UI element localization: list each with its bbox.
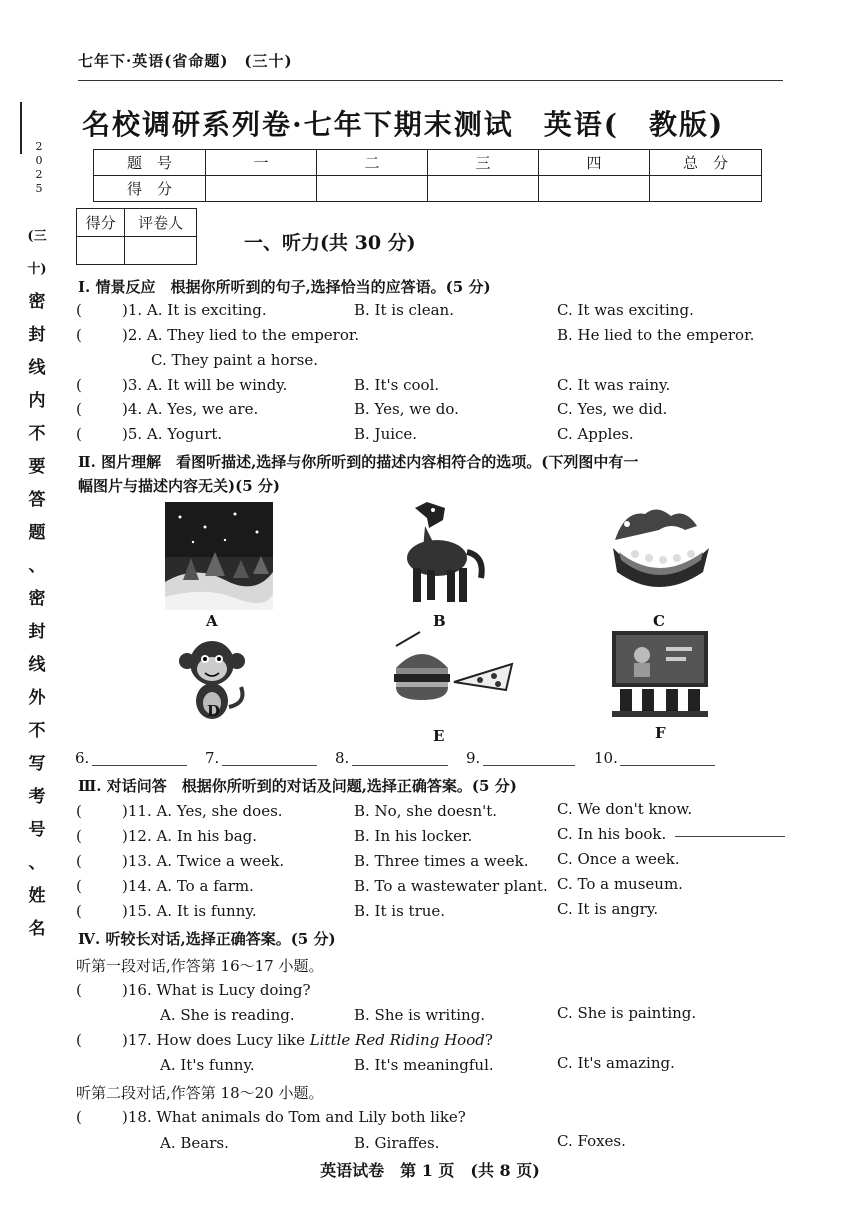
answer-paren[interactable]: ( — [76, 852, 82, 870]
option-b: B. In his locker. — [354, 827, 473, 845]
seal-char: 线 — [28, 358, 46, 378]
stage-show-icon — [612, 631, 708, 721]
side-year-digit: 5 — [35, 182, 43, 195]
score-cell: 四 — [539, 150, 650, 176]
picture-label-c: C — [653, 612, 665, 630]
snow-night-icon — [165, 502, 273, 610]
score-cell: 一 — [206, 150, 317, 176]
side-year-digit: 2 — [35, 140, 43, 153]
seal-char: 要 — [28, 457, 46, 477]
option-b: B. She is writing. — [354, 1006, 486, 1024]
section-3-heading: Ⅲ. 对话问答 根据你所听到的对话及问题,选择正确答案。(5 分) — [78, 777, 517, 795]
question-3: )3. A. It will be windy. — [122, 376, 288, 394]
blank-label-9: 9. — [466, 749, 481, 767]
page-footer: 英语试卷 第 1 页 (共 8 页) — [320, 1161, 540, 1180]
option-c: C. It's amazing. — [557, 1054, 675, 1072]
answer-paren[interactable]: ( — [76, 326, 82, 344]
score-cell: 三 — [428, 150, 539, 176]
seal-char: 密 — [28, 292, 46, 312]
option-c: C. It was rainy. — [557, 376, 671, 394]
section-2-heading: Ⅱ. 图片理解 看图听描述,选择与你所听到的描述内容相符合的选项。(下列图中有一 — [78, 453, 639, 471]
question-17 — [122, 1031, 493, 1049]
picture-label-b: B — [433, 612, 446, 630]
question-4: )4. A. Yes, we are. — [122, 400, 259, 418]
burger-pizza-icon — [390, 628, 520, 708]
question-17-text: )17. How does Lucy like — [122, 1031, 310, 1049]
book-title: Little Red Riding Hood — [309, 1031, 485, 1049]
blank-label-8: 8. — [335, 749, 350, 767]
answer-paren[interactable]: ( — [76, 802, 82, 820]
section-2-heading-cont: 幅图片与描述内容无关)(5 分) — [78, 477, 280, 495]
answer-paren[interactable]: ( — [76, 1031, 82, 1049]
side-year-digit: 0 — [35, 154, 43, 167]
option-b: B. It is clean. — [354, 301, 454, 319]
option-c: C. She is painting. — [557, 1004, 697, 1022]
answer-paren[interactable]: ( — [76, 877, 82, 895]
part-title: 一、听力(共 30 分) — [244, 232, 416, 254]
option-c: C. Apples. — [557, 425, 634, 443]
option-b: B. It's cool. — [354, 376, 440, 394]
picture-label-f: F — [655, 724, 666, 742]
option-b: B. Three times a week. — [354, 852, 529, 870]
score-input-cell[interactable] — [428, 176, 539, 202]
option-a: A. It's funny. — [160, 1056, 255, 1074]
option-c: C. In his book. — [557, 825, 667, 843]
score-table — [93, 149, 762, 202]
seal-char: 写 — [28, 754, 46, 774]
score-cell: 二 — [317, 150, 428, 176]
binding-bracket — [12, 102, 22, 154]
option-c: C. To a museum. — [557, 875, 683, 893]
seal-char: 名 — [28, 919, 46, 939]
question-11: )11. A. Yes, she does. — [122, 802, 283, 820]
answer-paren[interactable]: ( — [76, 981, 82, 999]
score-table-score-row — [94, 176, 762, 202]
question-15: )15. A. It is funny. — [122, 902, 257, 920]
score-input-cell[interactable] — [650, 176, 762, 202]
question-16: )16. What is Lucy doing? — [122, 981, 311, 999]
question-2: )2. A. They lied to the emperor. — [122, 326, 360, 344]
seal-char: 姓 — [28, 886, 46, 906]
seal-char: 不 — [28, 424, 46, 444]
score-input-cell[interactable] — [206, 176, 317, 202]
dragon-boat-icon — [605, 500, 713, 600]
option-b: B. No, she doesn't. — [354, 802, 498, 820]
section-1-heading: Ⅰ. 情景反应 根据你所听到的句子,选择恰当的应答语。(5 分) — [78, 278, 491, 296]
option-c: C. It was exciting. — [557, 301, 694, 319]
seal-char: 线 — [28, 655, 46, 675]
question-5: )5. A. Yogurt. — [122, 425, 223, 443]
answer-paren[interactable]: ( — [76, 827, 82, 845]
option-c: C. Once a week. — [557, 850, 680, 868]
answer-paren[interactable]: ( — [76, 1108, 82, 1126]
seal-char: (三十) — [27, 229, 47, 277]
score-table-header-row — [94, 150, 762, 176]
seal-char: 号 — [28, 820, 46, 840]
picture-label-e: E — [433, 727, 445, 745]
option-b: B. It's meaningful. — [354, 1056, 494, 1074]
seal-char: 考 — [28, 787, 46, 807]
answer-paren[interactable]: ( — [76, 425, 82, 443]
option-c: C. It is angry. — [557, 900, 659, 918]
seal-char: 、 — [28, 556, 46, 576]
dialog-2-instruction: 听第二段对话,作答第 18～20 小题。 — [76, 1084, 324, 1102]
option-b: B. It is true. — [354, 902, 446, 920]
seal-char: 外 — [28, 688, 46, 708]
exam-title: 名校调研系列卷·七年下期末测试 英语( 教版) — [82, 108, 725, 141]
horse-icon — [385, 498, 489, 610]
question-12: )12. A. In his bag. — [122, 827, 258, 845]
series-header: 七年下·英语(省命题) (三十) — [78, 52, 293, 70]
option-a: A. She is reading. — [160, 1006, 295, 1024]
option-b: B. Juice. — [354, 425, 418, 443]
seal-char: 答 — [28, 490, 46, 510]
blank-label-7: 7. — [205, 749, 220, 767]
seal-char: 封 — [28, 325, 46, 345]
question-mark: ? — [484, 1031, 493, 1049]
score-cell: 题 号 — [94, 150, 206, 176]
score-input-cell[interactable] — [317, 176, 428, 202]
question-14: )14. A. To a farm. — [122, 877, 254, 895]
question-1: )1. A. It is exciting. — [122, 301, 267, 319]
seal-char: 密 — [28, 589, 46, 609]
grader-table — [76, 208, 197, 265]
question-18: )18. What animals do Tom and Lily both like? — [122, 1108, 466, 1126]
option-c: C. Yes, we did. — [557, 400, 668, 418]
blank-label-6: 6. — [75, 749, 90, 767]
seal-char: 、 — [28, 853, 46, 873]
option-b: B. Giraffes. — [354, 1134, 440, 1152]
dialog-1-instruction: 听第一段对话,作答第 16～17 小题。 — [76, 957, 324, 975]
option-c: C. Foxes. — [557, 1132, 626, 1150]
stray-line — [675, 836, 785, 837]
answer-blank-8[interactable] — [352, 765, 448, 766]
seal-char: 不 — [28, 721, 46, 741]
grader-score-label: 得分 — [77, 209, 125, 237]
option-a: A. Bears. — [160, 1134, 229, 1152]
answer-blank-6[interactable] — [92, 765, 187, 766]
answer-blank-7[interactable] — [222, 765, 317, 766]
seal-char: 题 — [28, 523, 46, 543]
seal-char: 内 — [28, 391, 46, 411]
blank-label-10: 10. — [594, 749, 618, 767]
answer-paren[interactable]: ( — [76, 400, 82, 418]
answer-paren[interactable]: ( — [76, 376, 82, 394]
score-label-cell: 得 分 — [94, 176, 206, 202]
option-b: B. Yes, we do. — [354, 400, 459, 418]
option-b: B. He lied to the emperor. — [557, 326, 755, 344]
seal-line-notice — [25, 220, 49, 946]
seal-char: 封 — [28, 622, 46, 642]
picture-label-a: A — [206, 612, 218, 630]
picture-label-d: D — [207, 702, 221, 720]
answer-paren[interactable]: ( — [76, 301, 82, 319]
section-4-heading: Ⅳ. 听较长对话,选择正确答案。(5 分) — [78, 930, 336, 948]
answer-paren[interactable]: ( — [76, 902, 82, 920]
score-input-cell[interactable] — [539, 176, 650, 202]
grader-name-input[interactable] — [125, 237, 197, 265]
option-c: C. We don't know. — [557, 800, 693, 818]
score-cell: 总 分 — [650, 150, 762, 176]
answer-blank-9[interactable] — [483, 765, 575, 766]
side-year — [33, 140, 45, 196]
grader-score-input[interactable] — [77, 237, 125, 265]
option-b: B. To a wastewater plant. — [354, 877, 548, 895]
question-13: )13. A. Twice a week. — [122, 852, 285, 870]
answer-blank-10[interactable] — [620, 765, 715, 766]
header-rule — [78, 80, 783, 81]
side-year-digit: 2 — [35, 168, 43, 181]
option-c: C. They paint a horse. — [151, 351, 318, 369]
grader-label: 评卷人 — [125, 209, 197, 237]
